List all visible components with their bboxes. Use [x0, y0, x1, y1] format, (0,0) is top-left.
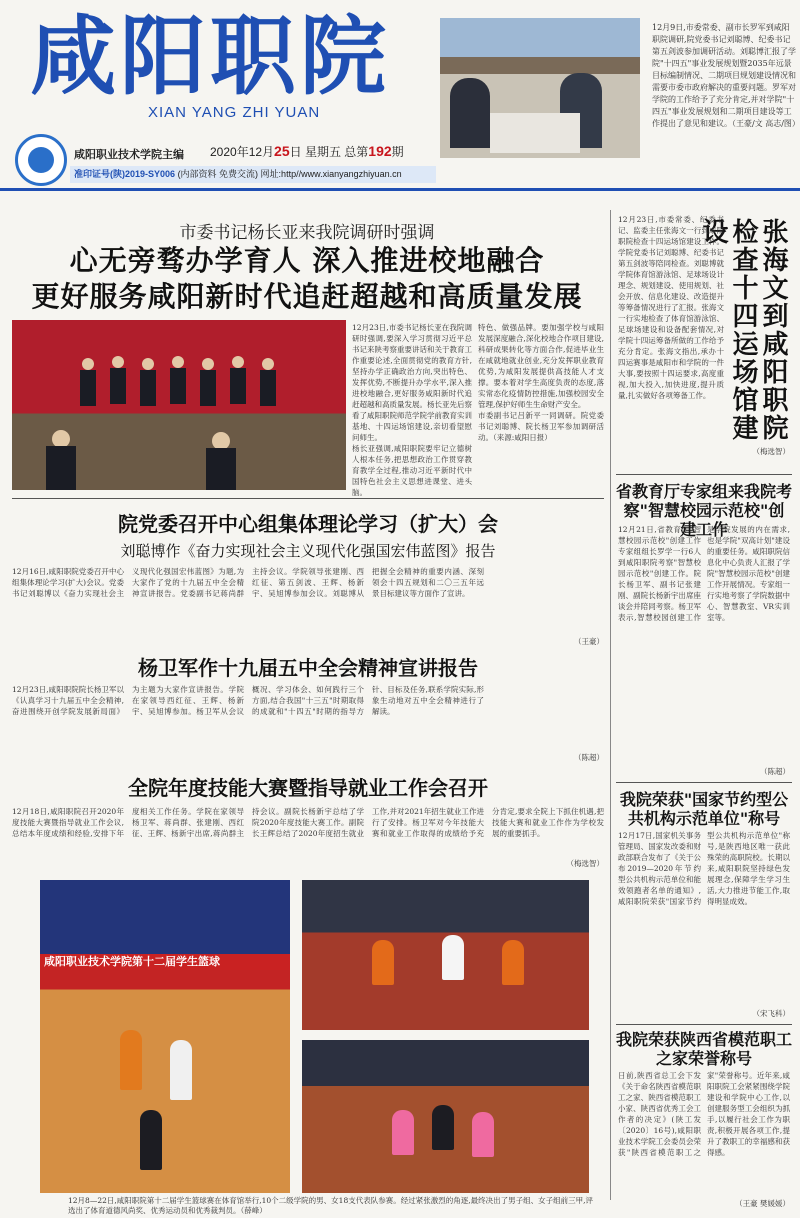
model-byline: （陈超） — [760, 767, 790, 776]
dateline — [210, 143, 404, 160]
lead-divider — [12, 498, 604, 499]
sports-photo-2 — [302, 880, 589, 1030]
top-photo-caption: 12月9日,市委常委、副市长罗军到咸阳职院调研,院党委书记刘聪博、纪委书记第五剑波参加调研活动。刘聪博汇报了学院"十四五"事业发展规划暨2035年远景目标编制情况、二期项目规划建设情况和需要市委市政府解决的重要问题。罗军对学院的工作给予了充分肯定,并对学院"十四五"事业发展规划和二期项目建设等工作提出了意见和建议。（王豪/文 高志/图） — [652, 23, 800, 128]
jobs-body: 12月18日,咸阳职院召开2020年度技能大赛暨指导就业工作会议,总结本年度成绩和经验,安排下年度相关工作任务。学院在家领导杨卫军、蒋尚群、张建刚、西红征、王辉、杨新宇出席,蒋尚群主持会议。副院长杨新宇总结了学院2020年度技能大赛工作。副院长王辉总结了2020年度招生就业工作,并对2021年招生就业工作进行了安排。杨卫军对今年技能大赛和就业工作取得的成绩给予充分肯定,要求全院上下抓住机遇,把技能大赛和就业工作作为学校发展的重要抓手。 — [12, 807, 604, 838]
side-story-1-headline: 张海文到咸阳职院检查十四运场馆建设 — [698, 218, 788, 442]
lead-body-1: 12月23日,市委书记杨长亚在我院调研时强调,要深入学习贯彻习近平总书记来陕考察重要讲话和关于教育工作重要论述,全面贯彻党的教育方针,坚持办学正确政治方向,突出特色、发挥优势,不断提升办学水平,深入推进校地融合,更好服务咸阳新时代追赶超越和高质量发展。杨长亚先后察看了咸阳职院师范学院学前教育实训基地、十四运场馆建设,亲切看望慰问师生。 — [352, 323, 472, 442]
yang-body: 12月23日,咸阳职院院长杨卫军以《认真学习十九届五中全会精神,奋进围绕开创学院发展新局面》为主题为大家作宣讲报告。学院在家领导西红征、王辉、杨新宇、吴旭博参加。杨卫军从会议概况、学习体会、如何践行三个方面,结合我国"十三五"时期取得的成就和"十四五"时期的指导方针、目标及任务,联系学院实际,形象生动地对五中全会精神进行了解读。 — [12, 685, 484, 716]
masthead-divider — [0, 188, 800, 191]
lead-body-2: 杨长亚强调,咸阳职院要牢记立德树人根本任务,把思想政治工作贯穿教育教学全过程,推动习近平新时代中国特色社会主义思想进课堂、进头脑。 — [352, 444, 472, 497]
license-bar — [70, 166, 436, 183]
right-divider-1 — [616, 474, 792, 475]
lead-body-4: 市委副书记吕新平一同调研。院党委书记刘聪博、院长杨卫军参加调研活动。（来源:咸阳日报） — [478, 411, 604, 442]
college-emblem-icon — [15, 134, 67, 186]
lead-headline-2: 更好服务咸阳新时代追赶超越和高质量发展 — [31, 280, 583, 313]
column-divider — [610, 210, 611, 1200]
date-prefix: 2020年12月 — [210, 145, 275, 159]
license-note: (内部资料 免费交流) 网址:http//www.xianyangzhiyuan.cn — [177, 169, 402, 179]
energy-byline: （宋飞科） — [752, 1009, 790, 1018]
jobs-headline: 全院年度技能大赛暨指导就业工作会召开 — [128, 776, 488, 800]
license-number: 准印证号(陕)2019-SY006 — [74, 169, 176, 179]
lead-photo — [12, 320, 346, 490]
top-photo — [440, 18, 640, 158]
study-byline: （王豪） — [574, 637, 604, 646]
study-headline: 院党委召开中心组集体理论学习（扩大）会 — [118, 512, 498, 536]
energy-body: 12月17日,国家机关事务管理局、国家发改委和财政部联合发布了《关于公布2019—2020年节约型公共机构示范单位和能效领跑者名单的通知》,咸阳职院荣获"国家节约型公共机构示范单位"称号,是陕西地区唯一获此殊荣的高职院校。长期以来,咸阳职院坚持绿色发展理念,保障学生学习生活,大力推进节能工作,取得明显成效。 — [618, 831, 790, 906]
family-byline: （王豪 樊媛媛） — [735, 1199, 790, 1208]
sports-photo-1 — [40, 880, 290, 1193]
sports-photo-3 — [302, 1040, 589, 1193]
family-headline: 我院荣获陕西省模范职工之家荣誉称号 — [616, 1030, 793, 1068]
lead-kicker: 市委书记杨长亚来我院调研时强调 — [179, 223, 435, 243]
date-suffix: 日 星期五 总第 — [289, 145, 369, 159]
sports-banner: 咸阳职业技术学院第十二届学生篮球 — [40, 954, 290, 970]
masthead-pinyin: XIAN YANG ZHI YUAN — [148, 104, 321, 121]
side-story-1-body: 12月23日,市委常委、纪委书记、监委主任张海文一行到咸阳职院检查十四运场馆建设工作。学院党委书记刘聪博、纪委书记第五剑波等陪同检查。刘聪博就学院体育馆游泳馆、足球场设计理念、规划建设、使用规划、社会开放、信息化建设、改造提升等筹备情况进行了汇报。张海文一行实地检查了体育馆游泳馆、足球场建设和设备配套情况,对学院十四运筹备所做的工作给予充分肯定。张海文指出,承办十四运赛事是咸阳市和学院的一件大事,要按照十四运要求,高度重视,加大投入,加快进度,提升质量,扎实做好各项筹备工作。 — [618, 215, 724, 400]
jobs-byline: （梅选智） — [566, 859, 604, 868]
family-body: 日前,陕西省总工会下发《关于命名陕西省模范职工之家、陕西省模范职工小家、陕西省优秀工会工作者的决定》(陕工发〔2020〕16号),咸阳职业技术学院工会委员会荣获"陕西省模范职工之家"荣誉称号。近年来,咸阳职院工会紧紧围绕学院建设和学院中心工作,以创建服务型工会组织为抓手,以履行社会工作为职责,积极开展各项工作,提升了教职工的幸福感和获得感。 — [618, 1071, 790, 1157]
study-body: 12月16日,咸阳职院党委召开中心组集体理论学习(扩大)会议。党委书记刘聪博以《奋力实现社会主义现代化强国宏伟蓝图》为题,为大家作了党的十九届五中全会精神宣讲报告。党委副书记蒋尚群主持会议。学院领导张建刚、西红征、第五剑波、王辉、杨新宇、吴旭博参加会议。刘聪博从把握全会精神的重要内涵、深刻领会十四五规划和二〇三五年远景目标建议等方面作了宣讲。 — [12, 567, 484, 598]
issue-number: 192 — [368, 143, 392, 159]
lead-body-3: 特色、做强品牌。要加强学校与咸阳发展深度融合,深化校地合作项目建设,科研成果转化等方面合作,促进毕业生在咸就地就业创业,充分发挥职业教育优势,为咸阳发展提供高技能人才支撑。要本着对学生高度负责的态度,落实常态化疫情防控措施,加强校园安全管理,保护好师生生命财产安全。 — [478, 323, 604, 409]
date-day: 25 — [274, 143, 290, 159]
sponsor-line: 咸阳职业技术学院主编 — [74, 149, 184, 161]
energy-headline: 我院荣获"国家节约型公共机构示范单位"称号 — [619, 790, 789, 828]
study-subhead: 刘聪博作《奋力实现社会主义现代化强国宏伟蓝图》报告 — [120, 542, 496, 560]
model-headline: 省教育厅专家组来我院考察"智慧校园示范校"创建工作 — [616, 482, 793, 539]
right-divider-2 — [616, 782, 792, 783]
masthead-title: 咸阳职院 — [30, 6, 390, 107]
lead-body-col2 — [478, 322, 604, 492]
yang-headline: 杨卫军作十九届五中全会精神宣讲报告 — [138, 656, 478, 680]
issue-suffix: 期 — [391, 145, 404, 159]
lead-body-col1 — [352, 322, 472, 497]
lead-headline-1: 心无旁骛办学育人 深入推进校地融合 — [69, 244, 545, 277]
right-divider-3 — [616, 1024, 792, 1025]
model-body: 12月21日,省教育厅"智慧校园示范校"创建工作专家组组长罗学一行6人到咸阳职院考察"智慧校园示范校"创建工作。院长杨卫军、副书记张建刚、副院长杨新宇出席座谈会并陪同考察。杨卫军表示,智慧校园创建工作是学院发展的内在需求,也是学院"双高计划"建设的重要任务。咸阳职院信息化中心负责人汇报了学院"智慧校园示范校"创建工作开展情况。专家组一行实地考察了学院数据中心、智慧教室、VR实训室等。 — [618, 525, 790, 622]
sports-caption: 12月8—22日,咸阳职院第十二届学生篮球赛在体育馆举行,10个二级学院的男、女18支代表队参赛。经过紧张激烈的角逐,最终决出了男子组、女子组前三甲,评选出了体育道德风尚奖、优秀运动员和优秀裁判员。（薛峰） — [68, 1196, 593, 1215]
side-story-1-byline: （梅选智） — [752, 447, 790, 456]
yang-byline: （陈超） — [574, 753, 604, 762]
